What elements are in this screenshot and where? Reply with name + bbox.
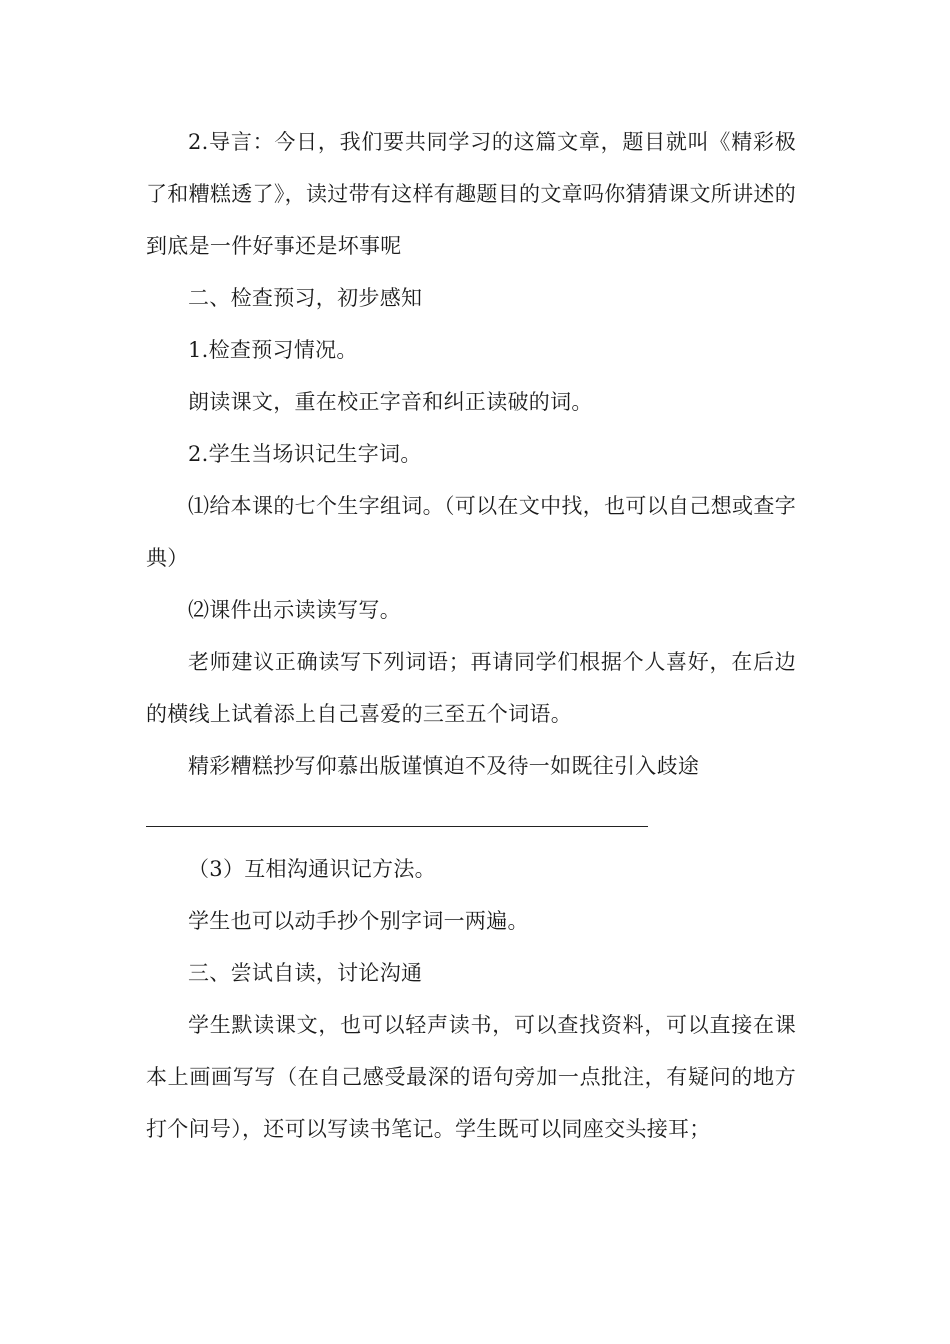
paragraph-form-words: ⑴给本课的七个生字组词。（可以在文中找，也可以自己想或查字典） xyxy=(146,494,796,570)
paragraph-courseware: ⑵课件出示读读写写。 xyxy=(188,598,401,622)
paragraph-copy-words: 学生也可以动手抄个别字词一两遍。 xyxy=(188,909,529,933)
paragraph-intro: 2.导言：今日，我们要共同学习的这篇文章，题目就叫《精彩极了和糟糕透了》，读过带有这样有趣题目的文章吗你猜猜课文所讲述的到底是一件好事还是坏事呢 xyxy=(146,130,796,258)
fill-in-line xyxy=(146,826,648,827)
heading-section-two: 二、检查预习，初步感知 xyxy=(188,286,423,310)
paragraph-silent-reading: 学生默读课文，也可以轻声读书，可以查找资料，可以直接在课本上画画写写（在自己感受最深的语句旁加一点批注，有疑问的地方打个问号），还可以写读书笔记。学生既可以同座交头接耳； xyxy=(146,1013,796,1141)
heading-section-three: 三、尝试自读，讨论沟通 xyxy=(188,961,423,985)
paragraph-check-preview: 1.检查预习情况。 xyxy=(188,338,358,362)
paragraph-memorize-words: 2.学生当场识记生字词。 xyxy=(188,442,422,466)
paragraph-word-list: 精彩糟糕抄写仰慕出版谨慎迫不及待一如既往引入歧途 xyxy=(188,754,700,778)
document-body xyxy=(146,116,796,1155)
paragraph-exchange-methods: （3）互相沟通识记方法。 xyxy=(188,857,436,881)
paragraph-read-aloud: 朗读课文，重在校正字音和纠正读破的词。 xyxy=(188,390,593,414)
paragraph-teacher-suggestion: 老师建议正确读写下列词语；再请同学们根据个人喜好，在后边的横线上试着添上自己喜爱的三至五个词语。 xyxy=(146,650,796,726)
